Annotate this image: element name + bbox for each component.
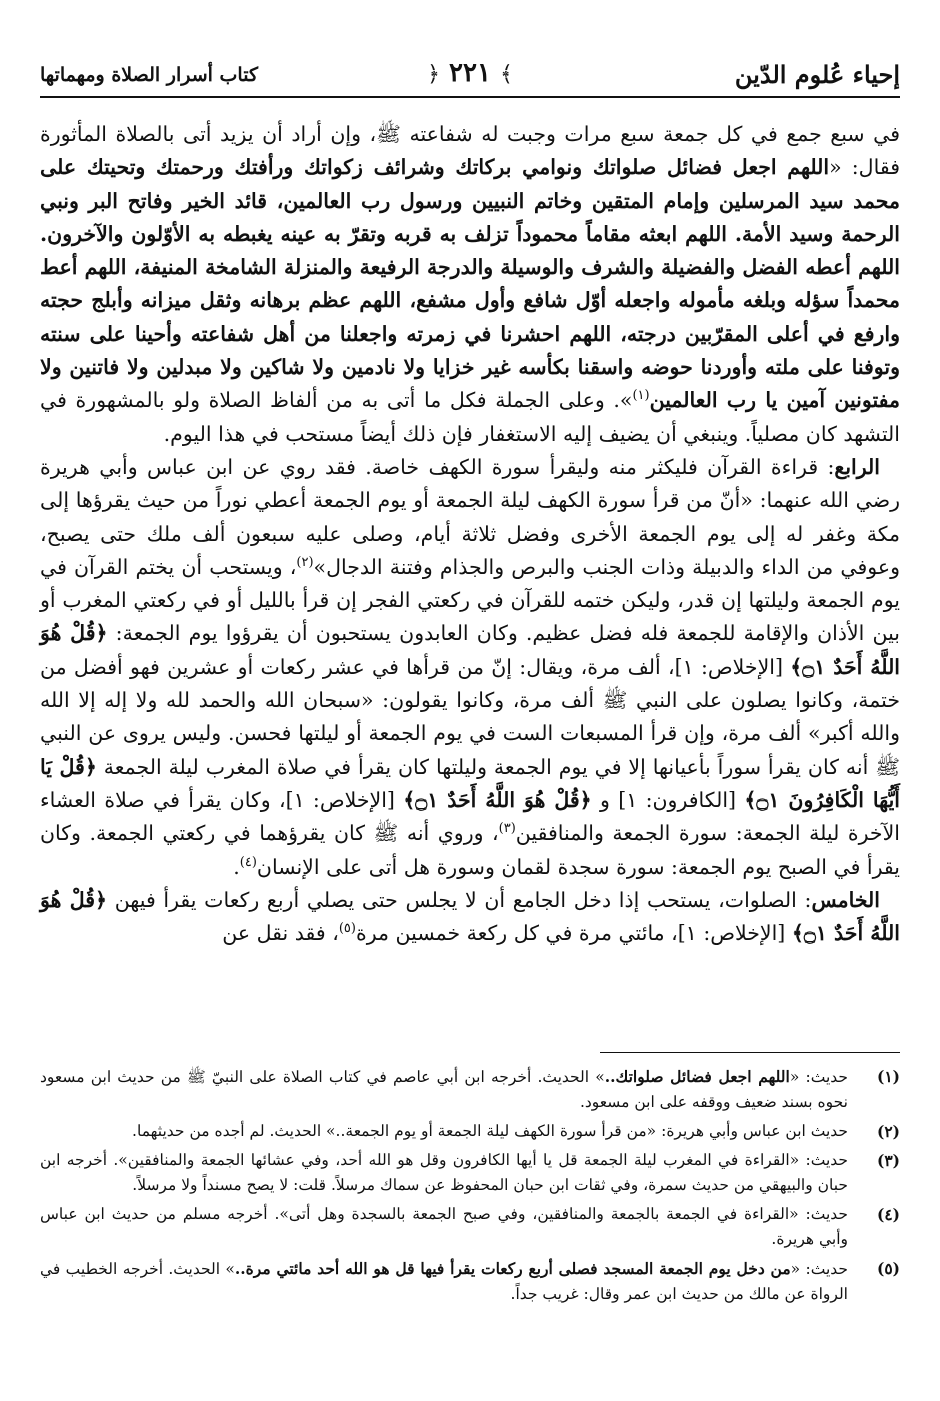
paragraph-fifth — [40, 884, 900, 951]
chapter-title: كتاب أسرار الصلاة ومهماتها — [40, 64, 258, 86]
footnote-text: حديث ابن عباس وأبي هريرة: «من قرأ سورة الكهف ليلة الجمعة أو يوم الجمعة..» الحديث. لم أجده من حديثهما. — [132, 1122, 848, 1140]
section-heading-fourth: الرابع — [834, 454, 880, 479]
text-span: : قراءة القرآن فليكثر منه وليقرأ سورة الكهف خاصة. فقد روي عن ابن عباس وأبي هريرة رضي الله عنهما: «أنّ من قرأ سورة الكهف ليلة الجمعة أو يوم الجمعة أعطي نوراً من حيث يقرؤها إلى مكة وغفر له إلى يوم الجمعة الأخرى وفضل ثلاثة أيام، وصلى عليه سبعون ألف ملك حتى يصبح، وعوفي من الداء والدبيلة وذات الجنب والبرص والجذام وفتنة الدجال» — [40, 454, 900, 579]
quran-verse: ﴿قُلْ هُوَ اللَّهُ أَحَدٌ ۝١﴾ — [403, 787, 592, 812]
footnote-text: حديث: « — [789, 1068, 848, 1086]
footnote-text-bold: اللهم اجعل فضائل صلواتك.. — [604, 1067, 790, 1086]
book-title: إحياء عُلوم الدّين — [734, 60, 900, 89]
text-span: ». وعلى الجملة فكل ما أتى به من ألفاظ الصلاة ولو بالمشهورة في التشهد كان مصلياً. وينبغي أن يضيف إليه الاستغفار فإن ذلك أيضاً مستحب في هذا اليوم. — [40, 388, 900, 446]
footnote-number: (٤) — [876, 1205, 900, 1224]
page-number: ٢٢١ — [449, 58, 491, 88]
header-divider — [40, 96, 900, 98]
footnote-text: حديث: «القراءة في الجمعة بالجمعة والمنافقين، وفي صبح الجمعة بالسجدة وهل أتى». أخرجه مسلم من حديث ابن عباس وأبي هريرة. — [40, 1205, 848, 1248]
footnote-number: (٥) — [876, 1259, 900, 1278]
text-span: [الإخلاص: ١]، وكان يقرأ في صلاة العشاء الآخرة ليلة الجمعة: سورة الجمعة والمنافقين — [40, 787, 900, 846]
page-header — [40, 58, 900, 94]
text-span: ، فقد نقل عن — [222, 921, 339, 946]
footnotes — [40, 1064, 900, 1311]
text-span: ، وروي أنه ﷺ كان يقرؤهما في ركعتي الجمعة. وكان يقرأ في الصبح يوم الجمعة: سورة سجدة لقمان وسورة هل أتى على الإنسان — [40, 821, 900, 879]
paragraph-fourth — [40, 451, 900, 884]
text-span: [الإخلاص: ١]، ألف مرة، ويقال: إنّ من قرأها في عشر ركعات أو عشرين فهو أفضل من ختمة، وكانوا يصلون على النبي ﷺ ألف مرة، وكانوا يقولون: «سبحان الله والحمد لله ولا إله إلا الله والله أكبر» ألف مرة، وإن قرأ المسبعات الست في يوم الجمعة أو ليلتها فحسن. وليس يروى عن النبي ﷺ أنه كان يقرأ سوراً بأعيانها إلا في يوم الجمعة وليلتها كان يقرأ في صلاة المغرب ليلة الجمعة — [40, 654, 900, 779]
page-number-block — [427, 58, 513, 88]
footnote-ref-5[interactable]: (٥) — [338, 921, 356, 937]
footnote-number: (١) — [876, 1067, 900, 1086]
section-heading-fifth: الخامس — [811, 887, 880, 912]
footnote-number: (٣) — [876, 1151, 900, 1170]
footnote-text: حديث: « — [790, 1260, 848, 1278]
footnote-ref-2[interactable]: (٢) — [296, 555, 314, 571]
footnote-item — [40, 1064, 900, 1115]
quran-verse: ﴿قُلْ يَا أَيُّهَا الْكَافِرُونَ ۝١﴾ — [40, 754, 901, 812]
text-span: [الكافرون: ١] و — [591, 787, 745, 812]
footnote-number: (٢) — [876, 1122, 900, 1141]
footnote-ref-4[interactable]: (٤) — [239, 854, 257, 870]
quran-verse: ﴿قُلْ هُوَ اللَّهُ أَحَدٌ ۝١﴾ — [40, 887, 900, 946]
footnote-ref-1[interactable]: (١) — [632, 388, 650, 404]
paragraph-prayer — [40, 118, 900, 451]
footnote-divider — [600, 1052, 900, 1053]
text-span: : الصلوات، يستحب إذا دخل الجامع أن لا يجلس حتى يصلي أربع ركعات يقرأ فيهن — [107, 887, 812, 912]
footnote-item — [40, 1256, 900, 1307]
text-span: في سبع جمع في كل جمعة سبع مرات وجبت له شفاعته ﷺ، وإن أراد أن يزيد أتى بالصلاة المأثورة فقال: « — [40, 122, 900, 180]
footnote-text-bold: من دخل يوم الجمعة المسجد فصلى أربع ركعات يقرأ فيها قل هو الله أحد مائتي مرة.. — [234, 1259, 791, 1278]
quran-verse: ﴿قُلْ هُوَ اللَّهُ أَحَدٌ ۝١﴾ — [40, 621, 901, 679]
text-span: . — [233, 854, 240, 879]
footnote-text: حديث: «القراءة في المغرب ليلة الجمعة قل يا أيها الكافرون وقل هو الله أحد، وفي عشائها الجمعة والمنافقين». أخرجه ابن حبان والبيهقي من حديث سمرة، وفي ثقات ابن حبان المحفوظ عن سماك مرسلاً. قلت: لا يصح مسنداً ولا مرسلاً. — [40, 1151, 848, 1194]
text-span: [الإخلاص: ١]، مائتي مرة في كل ركعة خمسين مرة — [355, 921, 792, 946]
footnote-ref-3[interactable]: (٣) — [498, 821, 516, 837]
main-text — [40, 118, 900, 950]
ornament-right: ﴾ — [500, 62, 513, 87]
text-span: ، ويستحب أن يختم القرآن في يوم الجمعة وليلتها إن قدر، وليكن ختمه للقرآن في ركعتي الفجر إن قرأ بالليل أو في ركعتي المغرب أو بين الأذان والإقامة للجمعة فله فضل عظيم. وكان العابدون يستحبون أن يقرؤوا يوم الجمعة: — [40, 554, 900, 646]
footnote-text: » الحديث. أخرجه ابن أبي عاصم في كتاب الصلاة على النبيّ ﷺ من حديث ابن مسعود نحوه بسند ضعيف ووقفه على ابن مسعود. — [40, 1068, 848, 1111]
footnote-item — [40, 1148, 900, 1198]
footnote-item — [40, 1119, 900, 1144]
footnote-item — [40, 1202, 900, 1252]
ornament-left: ﴿ — [427, 62, 440, 87]
prayer-text-bold: اللهم اجعل فضائل صلواتك ونوامي بركاتك وشرائف زكواتك ورأفتك ورحمتك وتحيتك على محمد سيد المرسلين وإمام المتقين وخاتم النبيين ورسول رب العالمين، قائد الخير وفاتح البر ونبي الرحمة وسيد الأمة. اللهم ابعثه مقاماً محموداً تزلف به قربه وتقرّ به عينه يغبطه به الأوّلون والآخرون. اللهم أعطه الفضل والفضيلة والشرف والوسيلة والدرجة الرفيعة والمنزلة الشامخة المنيفة، اللهم أعط محمداً سؤله وبلغه مأموله واجعله أوّل شافع وأول مشفع، اللهم عظم برهانه وثقل ميزانه وأبلج حجته وارفع في أعلى المقرّبين درجته، اللهم احشرنا في زمرته واجعلنا من أهل شفاعته وأحينا على سنته وتوفنا على ملته وأوردنا حوضه واسقنا بكأسه غير خزايا ولا نادمين ولا شاكين ولا مبدلين ولا فاتنين ولا مفتونين آمين يا رب العالمين — [40, 155, 900, 413]
footnote-text: » الحديث. أخرجه الخطيب في الرواة عن مالك من حديث ابن عمر وقال: غريب جداً. — [40, 1260, 848, 1303]
